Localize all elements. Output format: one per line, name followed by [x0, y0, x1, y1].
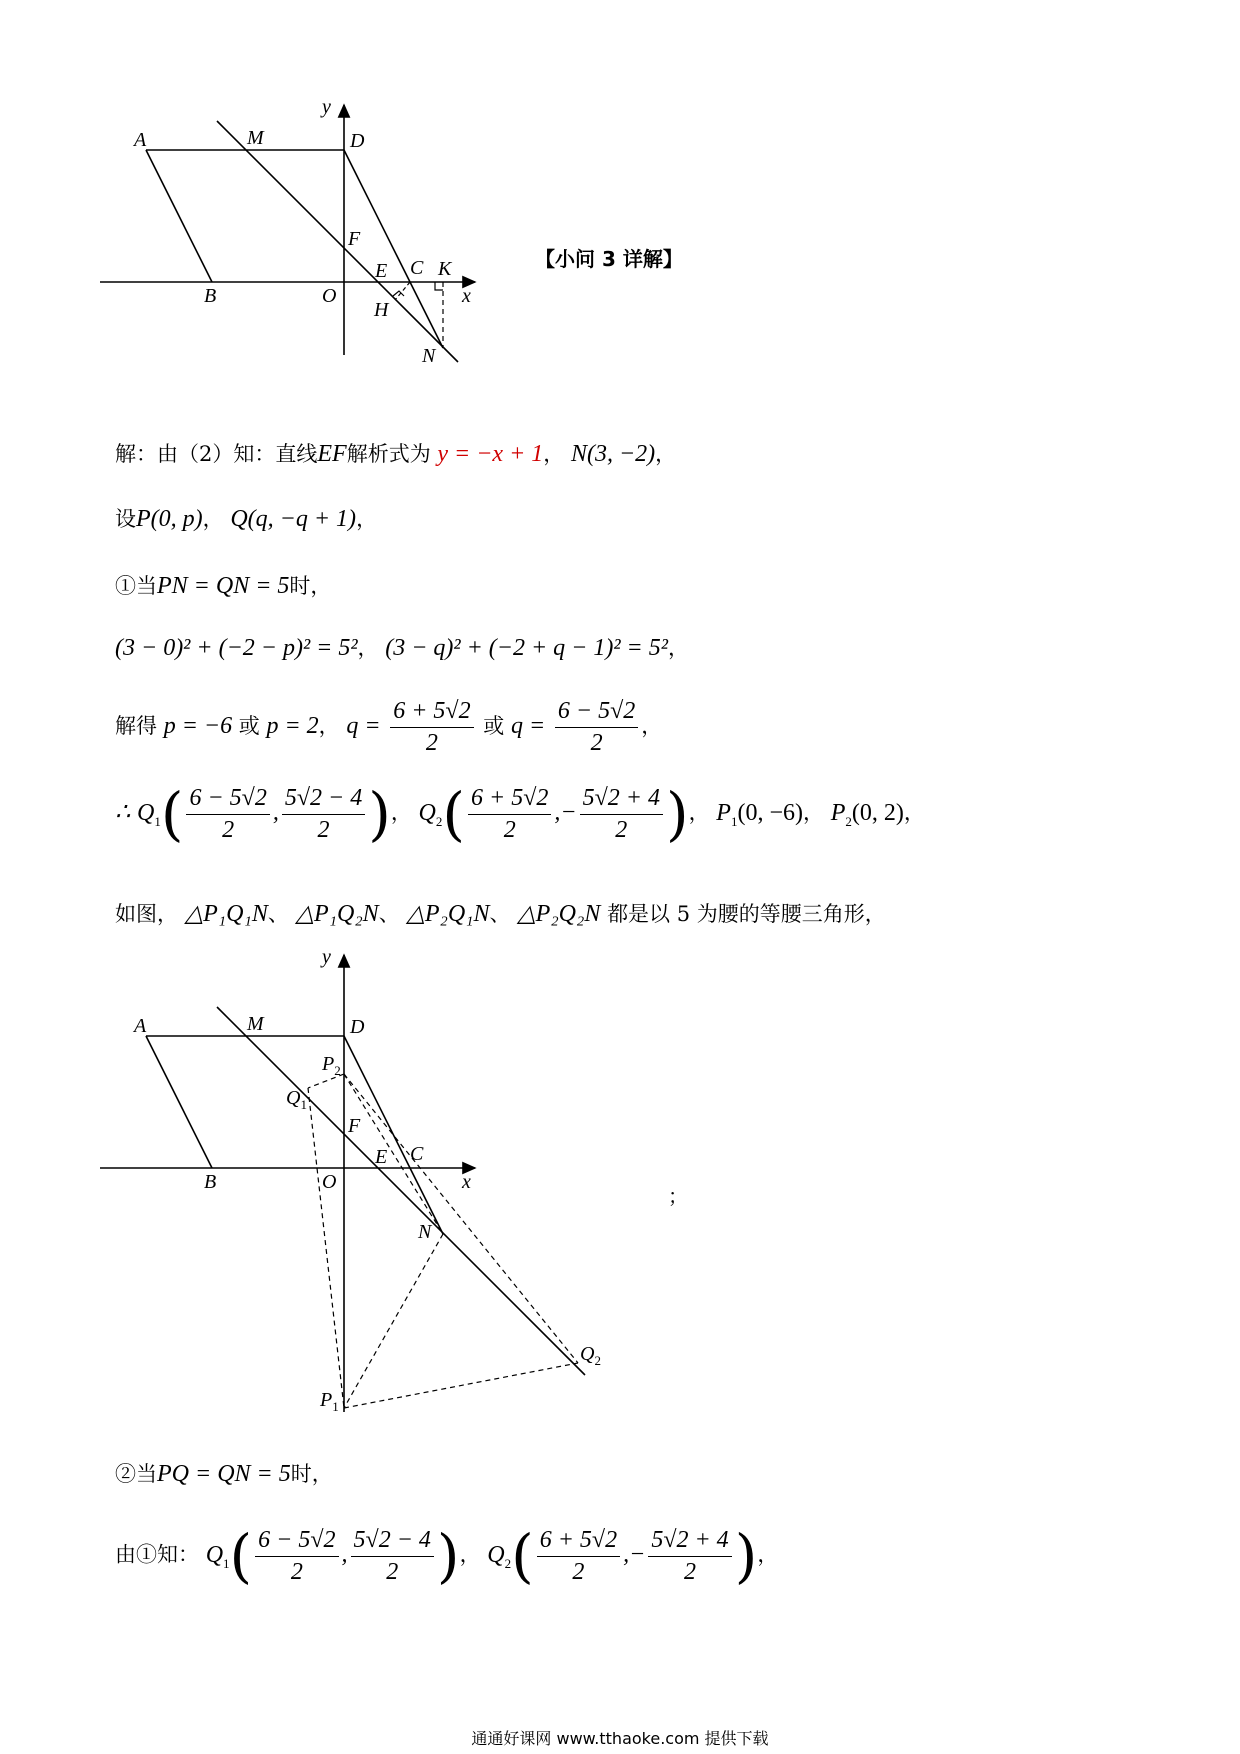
label-O: O — [322, 1171, 337, 1193]
triangle-P2Q1N: △P₂Q₁N — [406, 901, 490, 927]
fraction-denominator: 2 — [615, 816, 628, 843]
section-heading: 【小问 3 详解】 — [535, 247, 683, 271]
label-F: F — [348, 1115, 361, 1137]
fraction-qa — [390, 698, 473, 757]
figure-2 — [100, 950, 700, 1420]
dashed-Q1-P1 — [308, 1088, 344, 1408]
text-or: 或 — [483, 714, 505, 738]
label-O: O — [322, 285, 337, 307]
text-line-3 — [115, 570, 331, 600]
separator: ， — [688, 800, 710, 825]
fraction-q1x — [186, 785, 269, 844]
case-1-condition: PN = QN = 5 — [157, 573, 290, 599]
subscript: 2 — [435, 813, 443, 829]
case-2-condition: PQ = QN = 5 — [157, 1461, 291, 1487]
fraction-numerator: 6 + 5√2 — [468, 785, 551, 815]
fraction-q1y — [282, 785, 365, 844]
point-letter: Q — [205, 1541, 224, 1568]
point-P1 — [716, 799, 803, 829]
fraction-denominator: 2 — [317, 816, 330, 843]
text-line-2 — [115, 503, 377, 533]
dashed-P2-Q2 — [344, 1074, 578, 1363]
case-2-label: ②当 — [115, 1462, 157, 1486]
label-B: B — [204, 1171, 217, 1193]
separator: ， — [390, 800, 412, 825]
solution-p2: p = 2 — [266, 713, 319, 739]
separator: ， — [318, 714, 340, 738]
subscript: 1 — [730, 813, 738, 829]
q-equals: q = — [346, 713, 381, 739]
line-MN — [217, 121, 458, 362]
fraction-q2y — [580, 785, 663, 844]
fraction-numerator: 6 − 5√2 — [255, 1527, 338, 1557]
text-from-1: 由①知： — [115, 1542, 199, 1567]
label-B: B — [204, 285, 217, 307]
label-y: y — [322, 100, 331, 118]
subscript: 2 — [504, 1555, 512, 1571]
point-N: N(3, −2) — [570, 441, 656, 467]
right-angle-K — [435, 282, 443, 290]
fraction-denominator: 2 — [222, 816, 235, 843]
fraction-numerator: 6 + 5√2 — [390, 698, 473, 728]
point-letter: Q — [136, 799, 155, 826]
subscript: 2 — [845, 813, 852, 829]
label-D: D — [350, 130, 365, 152]
figure-1 — [100, 100, 530, 420]
text-line-2-intro: 设 — [115, 507, 136, 531]
fraction-denominator: 2 — [572, 1558, 585, 1585]
separator: ， — [803, 800, 824, 825]
fraction-numerator: 5√2 + 4 — [648, 1527, 731, 1557]
subscript: 1 — [223, 1555, 230, 1571]
fraction-q2y — [648, 1527, 731, 1586]
label-M: M — [247, 127, 264, 149]
equation-p: (3 − 0)² + (−2 − p)² = 5² — [115, 635, 358, 661]
point-P2 — [830, 799, 904, 829]
segment-AB — [146, 150, 212, 282]
fraction-numerator: 5√2 + 4 — [580, 785, 663, 815]
separator: ， — [357, 636, 379, 660]
text-line-1-intro: 解：由（2）知：直线 — [115, 442, 318, 466]
text-line-1 — [115, 438, 676, 468]
page-footer: 通通好课网 www.tthaoke.com 提供下载 — [471, 1729, 769, 1748]
coordinates: (0, 2) — [851, 799, 904, 826]
dashed-N-P1 — [344, 1234, 443, 1408]
label-y: y — [322, 950, 331, 968]
text-as-figure: 如图， — [115, 902, 178, 926]
equation-q: (3 − q)² + (−2 + q − 1)² = 5² — [385, 635, 668, 661]
fraction-q2x — [537, 1527, 620, 1586]
line-MQ2 — [217, 1007, 585, 1375]
separator: ， — [543, 442, 565, 466]
minus-sign: − — [629, 1541, 646, 1568]
fraction-q2x — [468, 785, 551, 844]
fraction-denominator: 2 — [425, 730, 438, 756]
label-D: D — [350, 1016, 365, 1038]
label-A: A — [134, 1015, 147, 1037]
separator: ， — [641, 714, 663, 738]
label-C: C — [410, 1143, 424, 1165]
label-E: E — [375, 1146, 388, 1168]
point-letter: Q — [418, 799, 436, 826]
line-name-EF: EF — [317, 441, 347, 467]
fraction-numerator: 6 − 5√2 — [186, 785, 269, 815]
case-1-label: ①当 — [115, 574, 157, 598]
label-P2: $P_2$ — [322, 1053, 341, 1078]
separator: ， — [459, 1542, 481, 1567]
text-solve: 解得 — [115, 714, 157, 738]
q-equals: q = — [510, 713, 546, 739]
text-line-8 — [115, 1458, 333, 1488]
point-Q1 — [205, 1541, 230, 1571]
triangle-P2Q2N: △P₂Q₂N — [517, 901, 601, 927]
case-1-end: 时， — [289, 574, 332, 598]
label-x: x — [462, 1171, 471, 1193]
label-Q1: $Q_1$ — [286, 1087, 307, 1112]
therefore-symbol: ∴ — [115, 799, 131, 826]
label-C: C — [410, 257, 424, 279]
fraction-denominator: 2 — [386, 1558, 399, 1585]
equation-EF: y = −x + 1 — [437, 441, 544, 467]
text-line-5 — [115, 698, 662, 757]
label-F: F — [348, 228, 361, 250]
text-line-4 — [115, 632, 689, 662]
text-isosceles: 都是以 5 为腰的等腰三角形， — [607, 902, 886, 926]
label-N: N — [422, 345, 436, 367]
text-line-7 — [115, 898, 886, 928]
text-line-1-mid: 解析式为 — [346, 442, 431, 466]
text-line-6: ∴ $Q_1$( $\frac{6 - 5√2}{2}$ , $\frac{5√2 - 4}{2}$ )， $Q_2$( $\frac{6 + 5√2}{2}$ ,− $\frac{5√2 + 4}{2}$ )， $P_1(0$, −6)， $P_2(0$, 2)， — [115, 780, 925, 848]
separator: ， — [667, 636, 689, 660]
point-letter: P — [716, 799, 731, 826]
case-2-end: 时， — [290, 1462, 333, 1486]
fraction-denominator: 2 — [503, 816, 516, 843]
point-letter: Q — [487, 1541, 505, 1568]
label-N: N — [418, 1221, 432, 1243]
dashed-CH — [395, 282, 410, 300]
fraction-q1y — [351, 1527, 434, 1586]
label-A: A — [134, 129, 147, 151]
separator: 、 — [378, 902, 400, 926]
point-P: P(0, p) — [136, 506, 203, 532]
separator: 、 — [489, 902, 511, 926]
point-letter: P — [830, 799, 846, 826]
point-Q: Q(q, −q + 1) — [230, 506, 357, 532]
fraction-numerator: 6 − 5√2 — [555, 698, 638, 728]
separator: ， — [903, 800, 925, 825]
point-Q2 — [418, 799, 443, 829]
fraction-qb — [555, 698, 638, 757]
figure-2-semicolon: ； — [668, 1184, 688, 1208]
fraction-numerator: 5√2 − 4 — [282, 785, 365, 815]
separator: ， — [356, 507, 378, 531]
label-K: K — [438, 258, 452, 280]
label-P1: $P_1$ — [320, 1389, 339, 1414]
point-Q2 — [487, 1541, 512, 1571]
text-or: 或 — [238, 714, 260, 738]
dashed-P1-Q2 — [344, 1363, 578, 1408]
label-M: M — [247, 1013, 264, 1035]
fraction-numerator: 6 + 5√2 — [537, 1527, 620, 1557]
label-x: x — [462, 285, 471, 307]
separator: ， — [655, 442, 677, 466]
separator: ， — [202, 507, 224, 531]
fraction-denominator: 2 — [290, 1558, 303, 1585]
coordinates: (0, −6) — [737, 799, 803, 826]
subscript: 1 — [154, 813, 161, 829]
label-E: E — [375, 260, 388, 282]
minus-sign: − — [560, 799, 577, 826]
fraction-numerator: 5√2 − 4 — [351, 1527, 434, 1557]
dashed-P2-N — [344, 1074, 443, 1234]
separator: 、 — [267, 902, 289, 926]
point-Q1 — [136, 799, 161, 829]
segment-AB — [146, 1036, 212, 1168]
triangle-P1Q2N: △P₁Q₂N — [295, 901, 379, 927]
label-H: H — [374, 299, 389, 321]
text-line-9: 由①知： $Q_1$( $\frac{6 - 5√2}{2}$ , $\frac{5√2 - 4}{2}$ )， $Q_2$( $\frac{6 + 5√2}{2}$ ,− $\frac{5√2 + 4}{2}$ )， — [115, 1522, 779, 1590]
fraction-q1x — [255, 1527, 338, 1586]
fraction-denominator: 2 — [590, 730, 603, 756]
triangle-P1Q1N: △P₁Q₁N — [184, 901, 268, 927]
separator: ， — [757, 1542, 779, 1567]
fraction-denominator: 2 — [684, 1558, 696, 1585]
solution-p1: p = −6 — [163, 713, 233, 739]
label-Q2: $Q_2$ — [580, 1343, 601, 1368]
